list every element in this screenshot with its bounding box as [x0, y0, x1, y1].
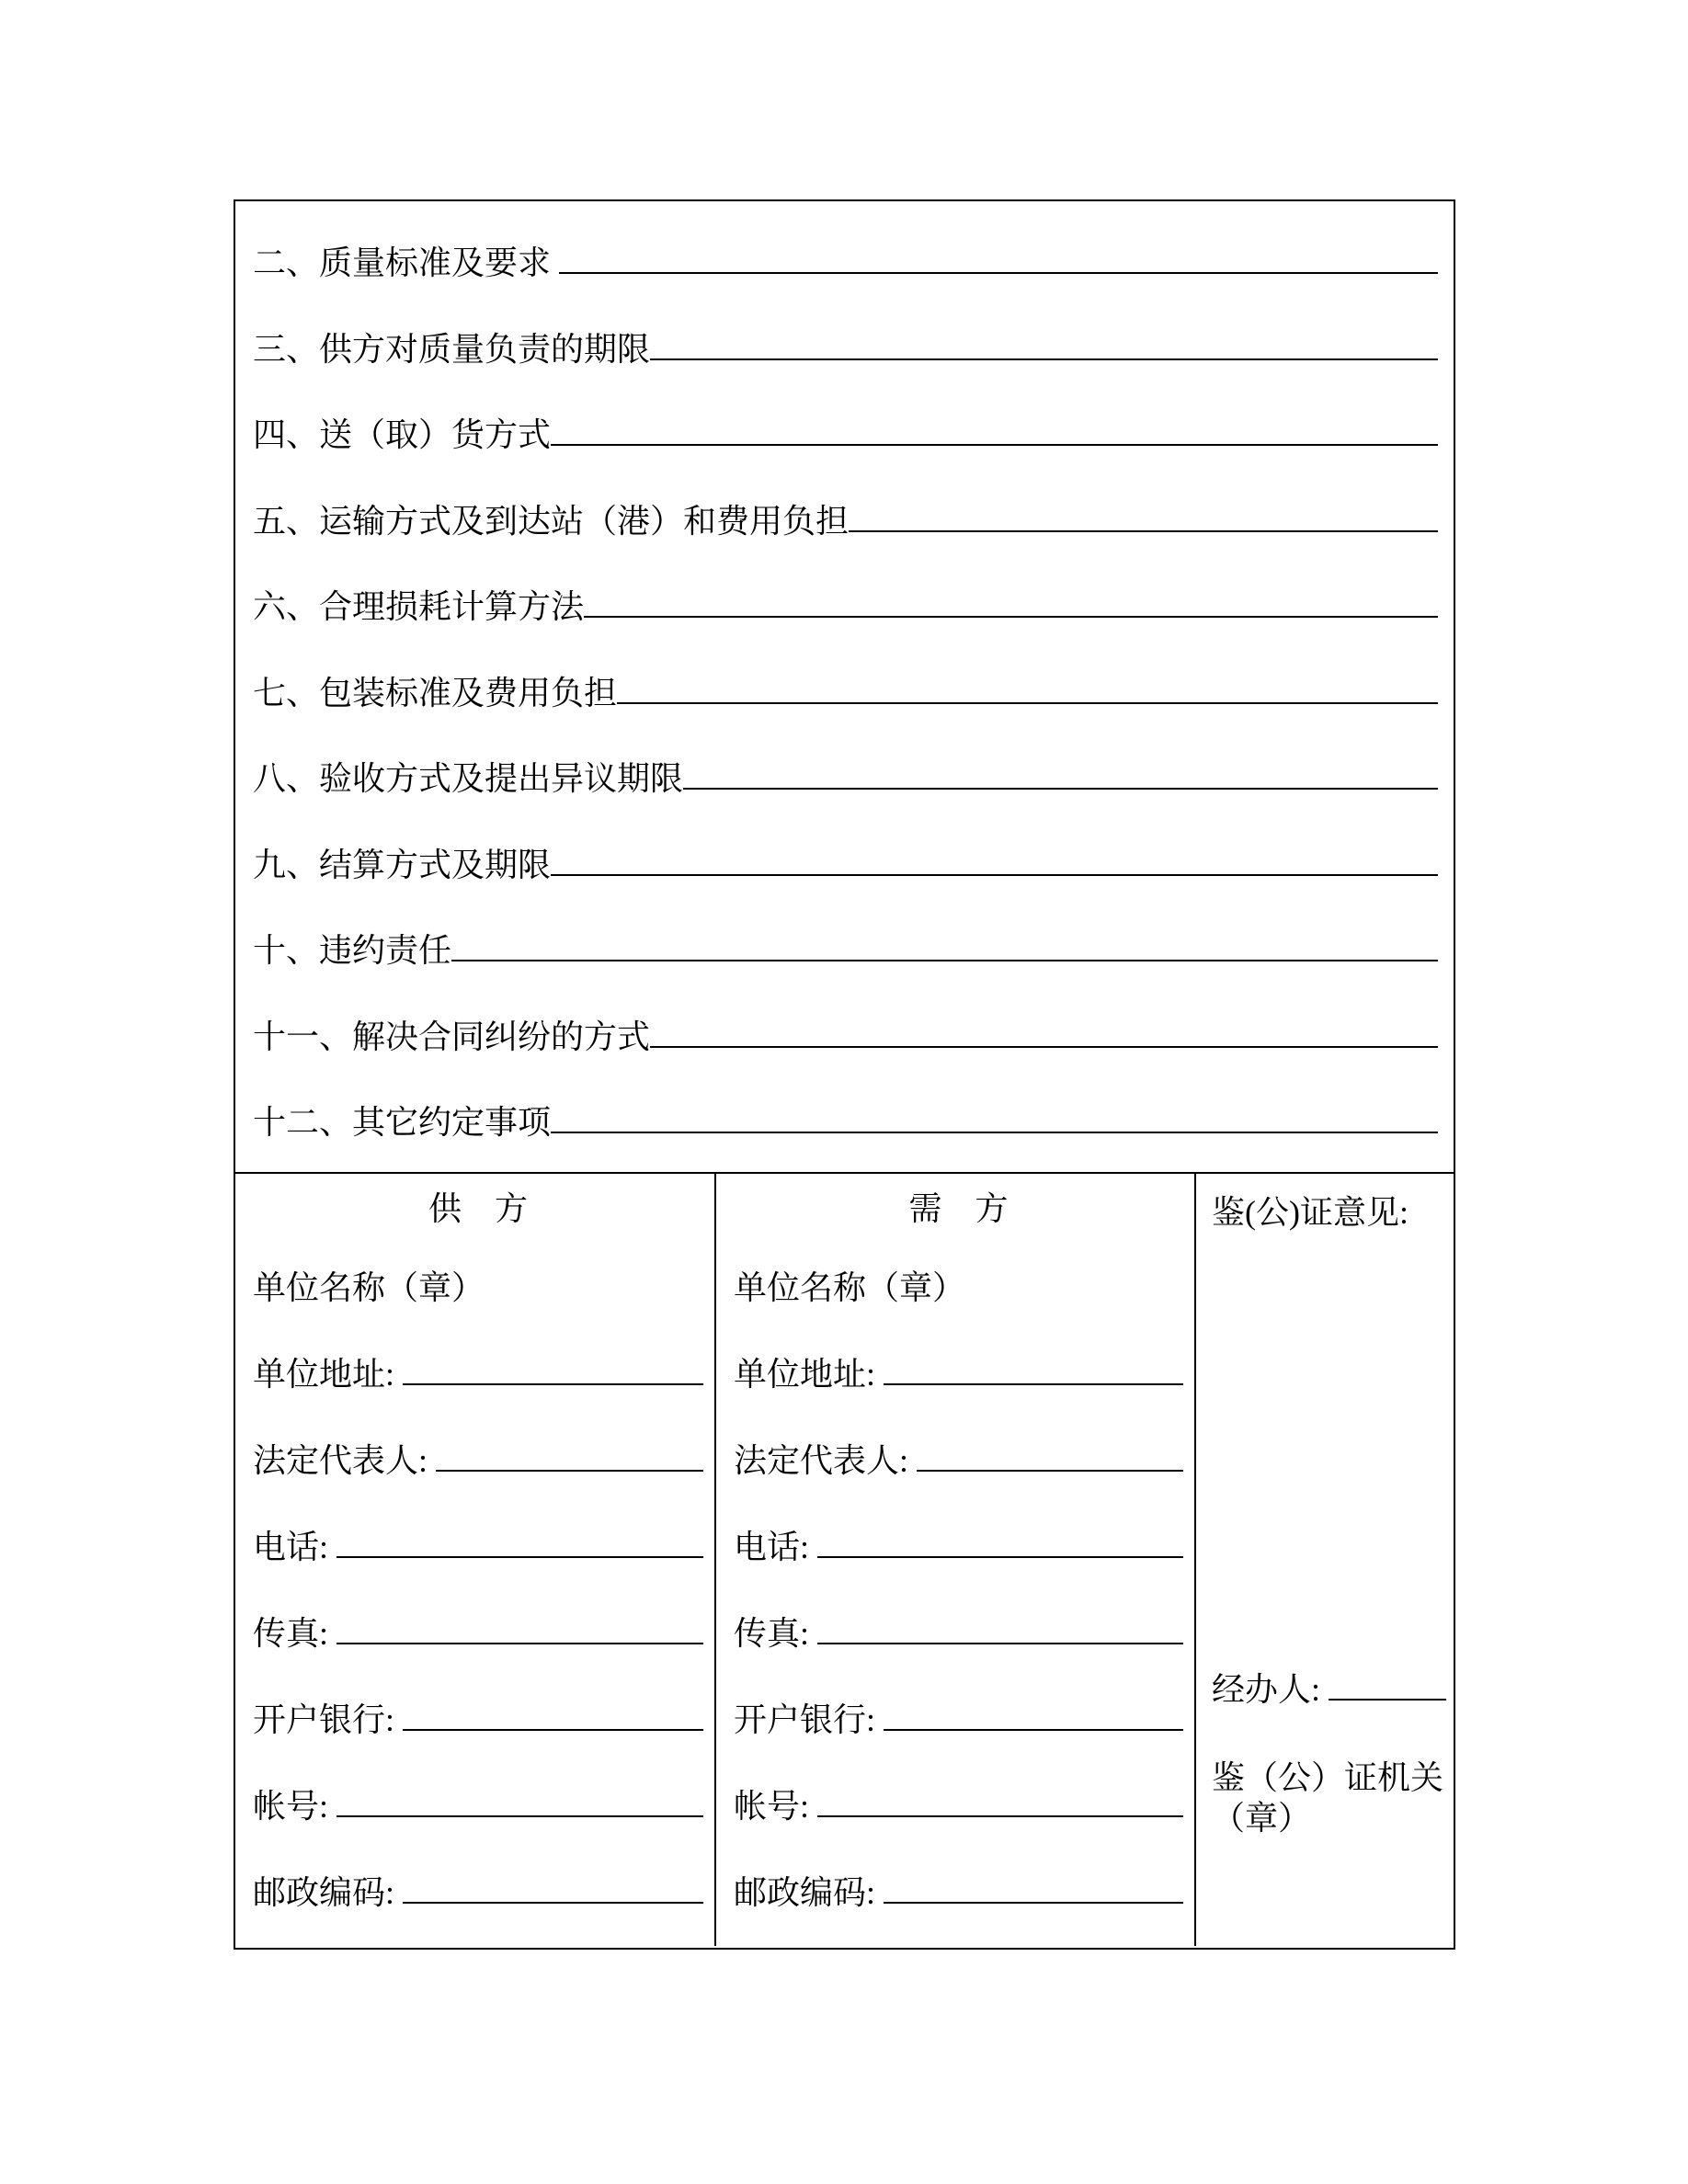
clause-row — [253, 557, 1438, 643]
clauses-section — [235, 201, 1454, 1174]
clause-label: 五、运输方式及到达站（港）和费用负担 — [253, 502, 850, 540]
notary-column — [1196, 1174, 1454, 1946]
party-field-label: 单位地址: — [253, 1356, 404, 1393]
party-field-label: 开户银行: — [734, 1701, 884, 1738]
party-field-label: 单位地址: — [734, 1356, 884, 1393]
clause-row — [253, 815, 1438, 902]
contract-form-box — [234, 199, 1455, 1950]
clause-label: 三、供方对质量负责的期限 — [253, 330, 651, 368]
party-field-blank-line[interactable] — [436, 1470, 703, 1472]
party-field-blank-line[interactable] — [917, 1470, 1183, 1472]
party-field-blank-line[interactable] — [403, 1383, 703, 1385]
party-field-row — [734, 1238, 1183, 1325]
clause-label: 十一、解决合同纠纷的方式 — [253, 1018, 651, 1055]
supplier-header: 供 方 — [428, 1189, 528, 1227]
clause-blank-line[interactable] — [559, 272, 1438, 274]
party-field-row — [253, 1238, 703, 1325]
party-field-label: 开户银行: — [253, 1701, 404, 1738]
party-field-blank-line[interactable] — [884, 1383, 1183, 1385]
party-field-label: 单位名称（章） — [253, 1269, 485, 1306]
party-field-row — [734, 1325, 1183, 1411]
notary-agent-label: 经办人: — [1212, 1671, 1329, 1708]
party-field-blank-line[interactable] — [336, 1643, 703, 1644]
party-field-blank-line[interactable] — [336, 1815, 703, 1817]
party-field-row — [253, 1843, 703, 1929]
clause-blank-line[interactable] — [650, 358, 1438, 360]
party-field-label: 传真: — [253, 1615, 337, 1652]
party-field-blank-line[interactable] — [817, 1815, 1183, 1817]
notary-org-line2: （章） — [1212, 1800, 1312, 1837]
party-field-blank-line[interactable] — [336, 1556, 703, 1558]
party-field-blank-line[interactable] — [884, 1902, 1183, 1904]
clause-row — [253, 300, 1438, 386]
supplier-fields — [253, 1238, 703, 1929]
clause-label: 二、质量标准及要求 — [253, 245, 560, 281]
party-field-blank-line[interactable] — [817, 1556, 1183, 1558]
party-field-row — [253, 1497, 703, 1584]
clause-row — [253, 987, 1438, 1074]
clause-row — [253, 472, 1438, 558]
parties-table — [235, 1174, 1454, 1946]
clause-blank-line[interactable] — [849, 530, 1438, 532]
clause-blank-line[interactable] — [617, 702, 1438, 704]
party-field-label: 传真: — [734, 1615, 818, 1652]
clause-label: 九、结算方式及期限 — [253, 846, 552, 883]
party-field-label: 电话: — [734, 1529, 818, 1565]
clause-label: 四、送（取）货方式 — [253, 416, 552, 453]
clause-blank-line[interactable] — [650, 1046, 1438, 1048]
clause-blank-line[interactable] — [551, 874, 1438, 876]
clause-row — [253, 1073, 1438, 1159]
clause-blank-line[interactable] — [551, 1132, 1438, 1133]
party-field-row — [734, 1757, 1183, 1843]
party-field-label: 单位名称（章） — [734, 1269, 966, 1306]
party-field-row — [253, 1584, 703, 1670]
party-field-blank-line[interactable] — [884, 1729, 1183, 1731]
clause-row — [253, 385, 1438, 472]
notary-agent-row — [1212, 1664, 1446, 1711]
clause-label: 十、违约责任 — [253, 932, 452, 969]
party-field-blank-line[interactable] — [403, 1729, 703, 1731]
clause-label: 七、包装标准及费用负担 — [253, 674, 618, 711]
party-field-row — [253, 1670, 703, 1757]
party-field-label: 帐号: — [734, 1788, 818, 1825]
clause-label: 十二、其它约定事项 — [253, 1104, 552, 1141]
clause-blank-line[interactable] — [584, 616, 1438, 618]
party-field-label: 电话: — [253, 1529, 337, 1565]
party-field-label: 法定代表人: — [253, 1442, 437, 1479]
party-field-blank-line[interactable] — [817, 1643, 1183, 1644]
clause-row — [253, 213, 1438, 300]
clause-blank-line[interactable] — [551, 444, 1438, 446]
party-field-row — [253, 1411, 703, 1497]
notary-opinion-blank-area[interactable] — [1212, 1234, 1446, 1664]
party-field-label: 法定代表人: — [734, 1442, 918, 1479]
party-field-label: 帐号: — [253, 1788, 337, 1825]
buyer-column — [716, 1174, 1196, 1946]
party-field-row — [253, 1757, 703, 1843]
party-field-label: 邮政编码: — [253, 1874, 404, 1911]
notary-org-line1: 鉴（公）证机关 — [1212, 1759, 1444, 1796]
buyer-header: 需 方 — [908, 1189, 1009, 1227]
party-field-row — [734, 1497, 1183, 1584]
clause-blank-line[interactable] — [683, 788, 1438, 790]
party-field-row — [253, 1325, 703, 1411]
notary-opinion-label: 鉴(公)证意见: — [1212, 1194, 1409, 1231]
clause-row — [253, 643, 1438, 730]
party-field-row — [734, 1670, 1183, 1757]
clause-label: 八、验收方式及提出异议期限 — [253, 760, 684, 797]
party-field-row — [734, 1411, 1183, 1497]
buyer-fields — [734, 1238, 1183, 1929]
notary-agent-blank-line[interactable] — [1329, 1699, 1446, 1701]
party-field-blank-line[interactable] — [403, 1902, 703, 1904]
party-field-label: 邮政编码: — [734, 1874, 884, 1911]
party-field-row — [734, 1843, 1183, 1929]
supplier-column — [235, 1174, 716, 1946]
clause-blank-line[interactable] — [451, 960, 1438, 961]
clause-label: 六、合理损耗计算方法 — [253, 588, 585, 625]
clause-row — [253, 901, 1438, 987]
party-field-row — [734, 1584, 1183, 1670]
notary-org-label — [1212, 1757, 1446, 1838]
clause-row — [253, 729, 1438, 815]
